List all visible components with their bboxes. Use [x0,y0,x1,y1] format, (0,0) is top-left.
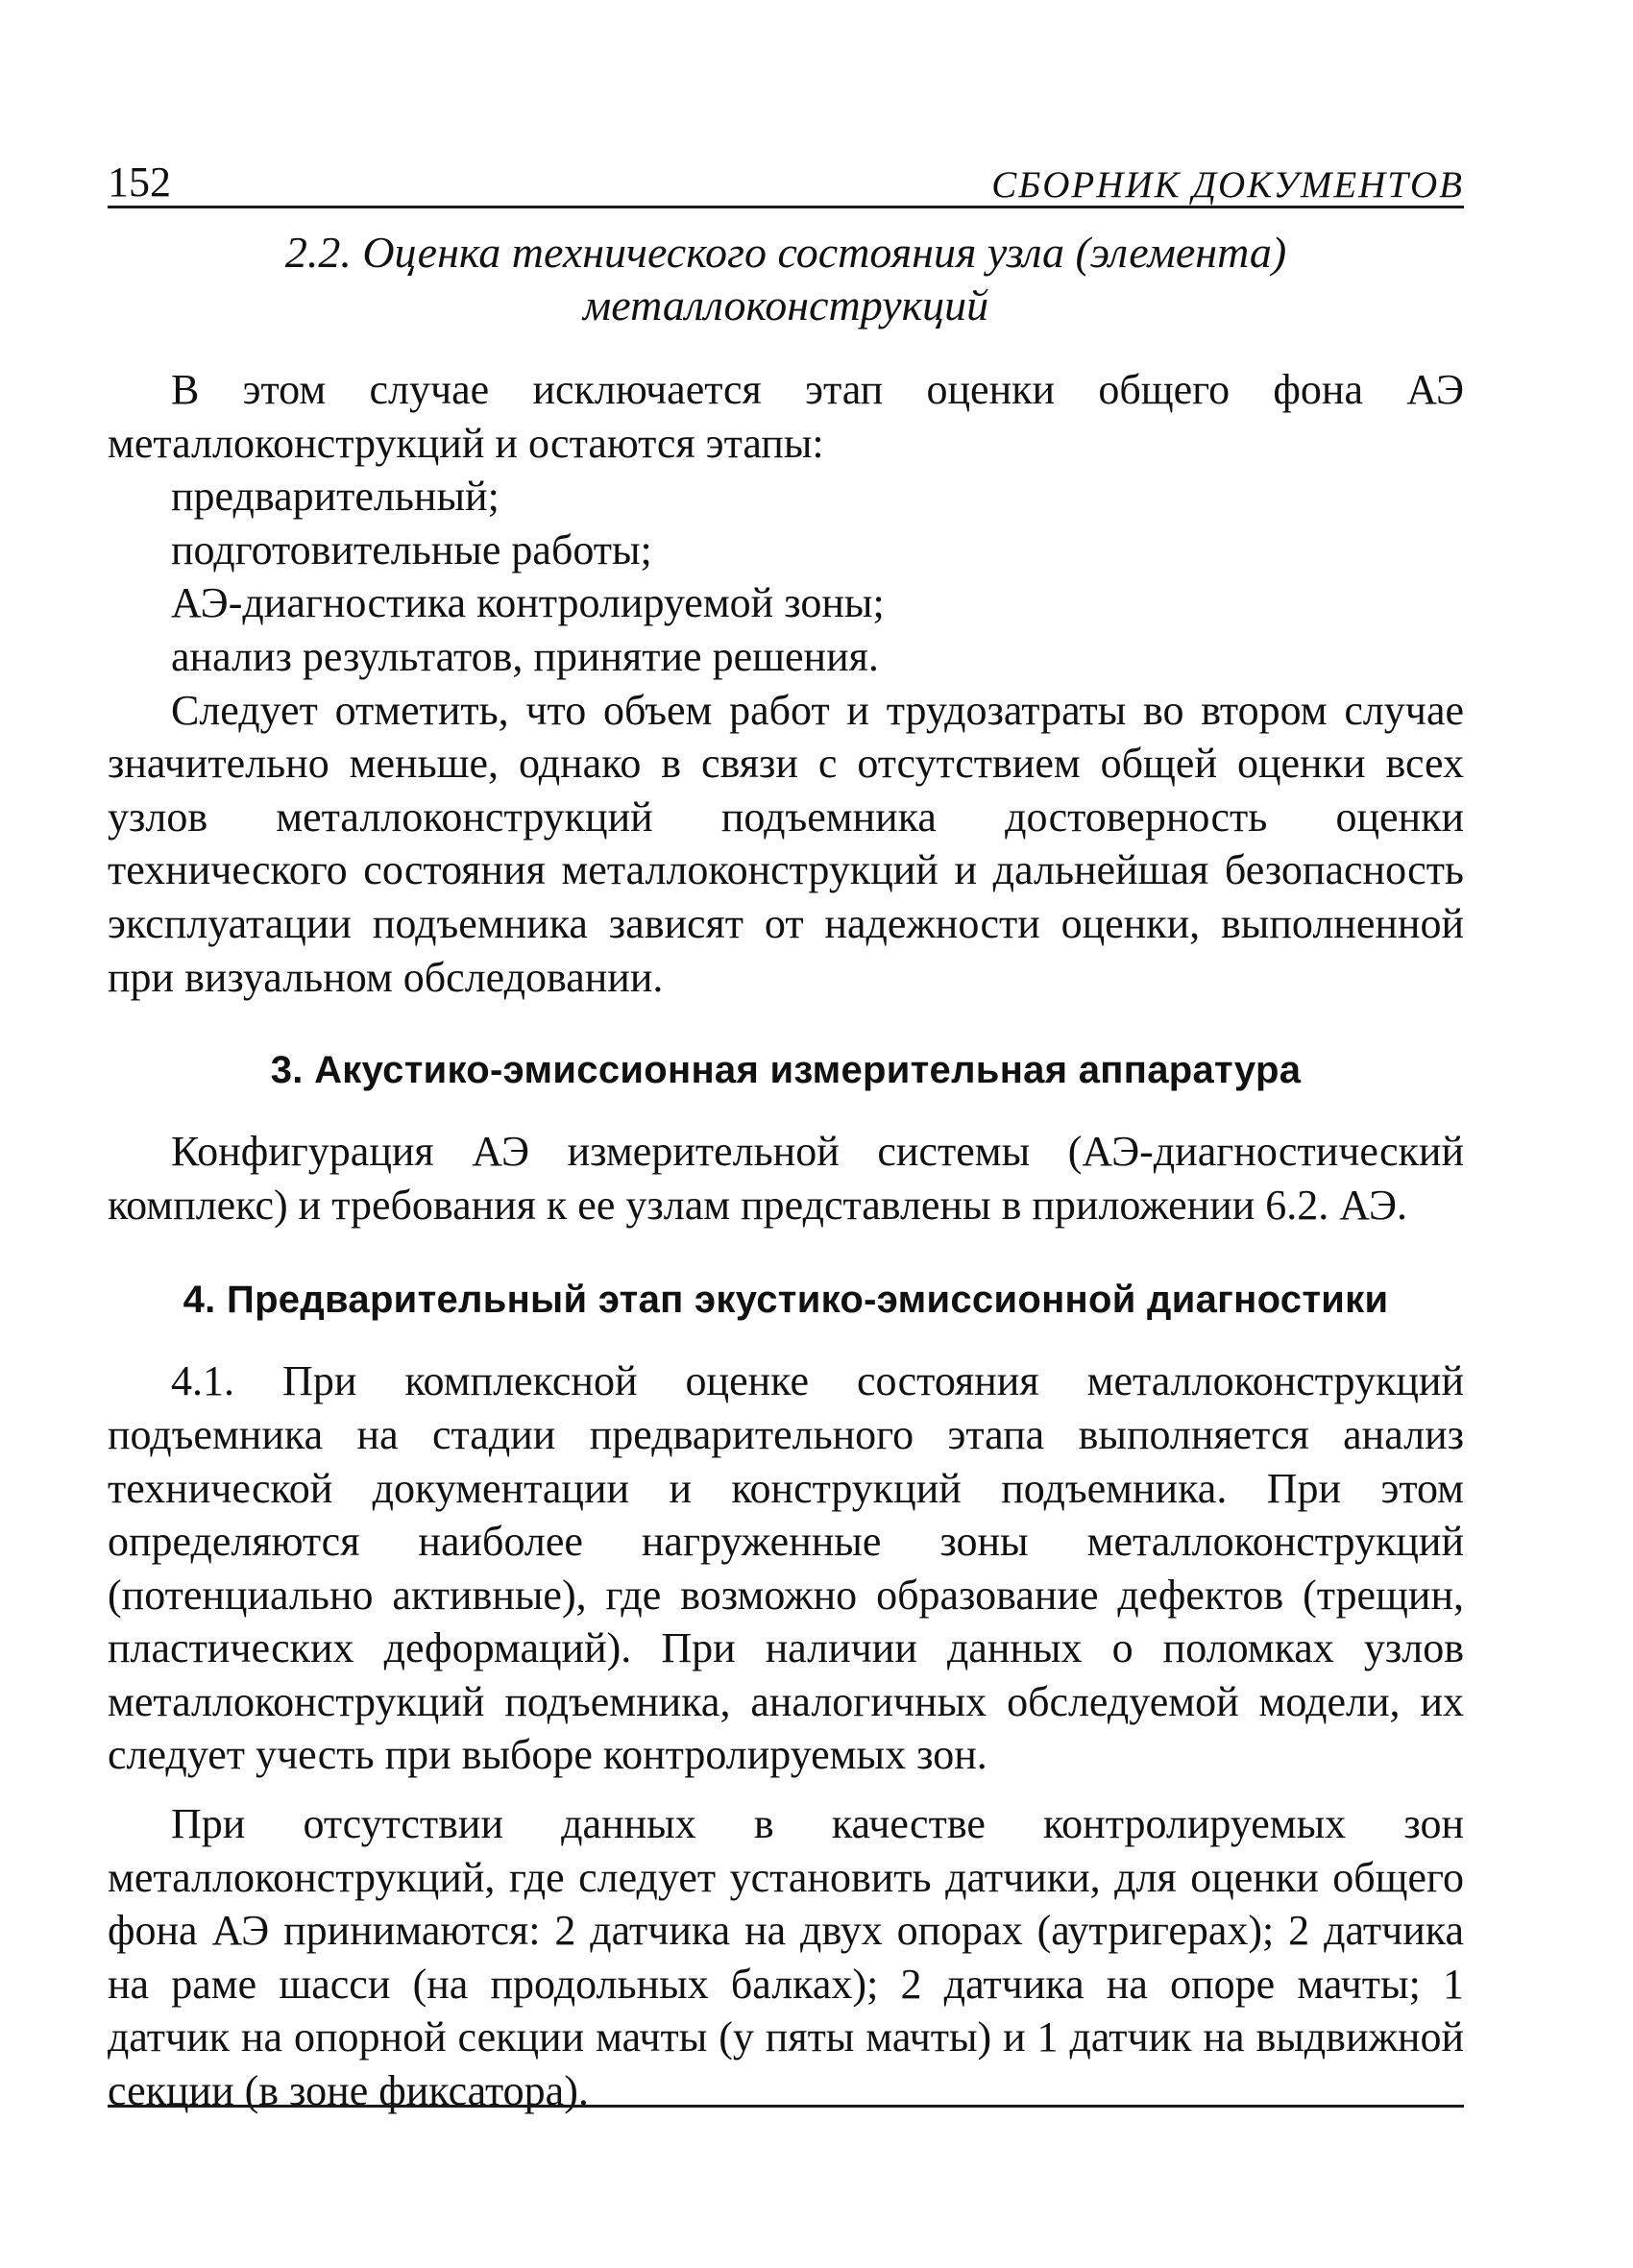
subsection-title [108,226,1464,331]
section-4-paragraph-2: При отсутствии данных в качестве контролируемых зон металлоконструкций, где следует установить датчики, для оценки общего фона АЭ принимаются: 2 датчика на двух опорах (аутригерах); 2 датчика на раме шасси (на продольных балках); 2 датчика на опоре мачты; 1 датчик на опорной секции мачты (у пяты мачты) и 1 датчик на выдвижной секции (в зоне фиксатора). [108,1800,1464,2115]
page-number: 152 [108,159,171,206]
subsection-title-line-2: металлоконструкций [582,280,989,329]
collection-title: СБОРНИК ДОКУМЕНТОВ [991,164,1464,206]
intro-paragraph: В этом случае исключается этап оценки общего фона АЭ металлоконструкций и остаются этапы: [108,366,1464,467]
section-4-paragraph-1: 4.1. При комплексной оценке состояния металлоконструкций подъемника на стадии предварительного этапа выполняется анализ технической документации и конструкций подъемника. При этом определяются наиболее нагруженные зоны металлоконструкций (потенциально активные), где возможно образование дефектов (трещин, пластических деформаций). При наличии данных о поломках узлов металлоконструкций подъемника, аналогичных обследуемой модели, их следует учесть при выборе контролируемых зон. [108,1357,1464,1779]
running-header [108,144,1464,208]
note-paragraph: Следует отметить, что объем работ и трудозатраты во втором случае значительно меньше, однако в связи с отсутствием общей оценки всех узлов металлоконструкций подъемника достоверность оценки технического состояния металлоконструкций и дальнейшая безопасность эксплуатации подъемника зависят от надежности оценки, выполненной при визуальном обследовании. [108,686,1464,1001]
section-3-title: 3. Акустико-эмиссионная измерительная аппаратура [270,1049,1302,1092]
footer-rule [108,2105,1464,2108]
document-page [108,144,1464,2118]
section-3-paragraph: Конфигурация АЭ измерительной системы (АЭ-диагностический комплекс) и требования к ее узлам представлены в приложении 6.2. АЭ. [108,1128,1464,1229]
stage-item: подготовительные работы; [171,525,652,573]
section-4-title: 4. Предварительный этап экустико-эмиссионной диагностики [183,1279,1389,1322]
stage-item: анализ результатов, принятие решения. [171,632,879,680]
subsection-title-line-1: 2.2. Оценка технического состояния узла (элемента) [284,228,1287,277]
stage-item: предварительный; [171,473,500,521]
stage-item: АЭ-диагностика контролируемой зоны; [171,579,885,627]
